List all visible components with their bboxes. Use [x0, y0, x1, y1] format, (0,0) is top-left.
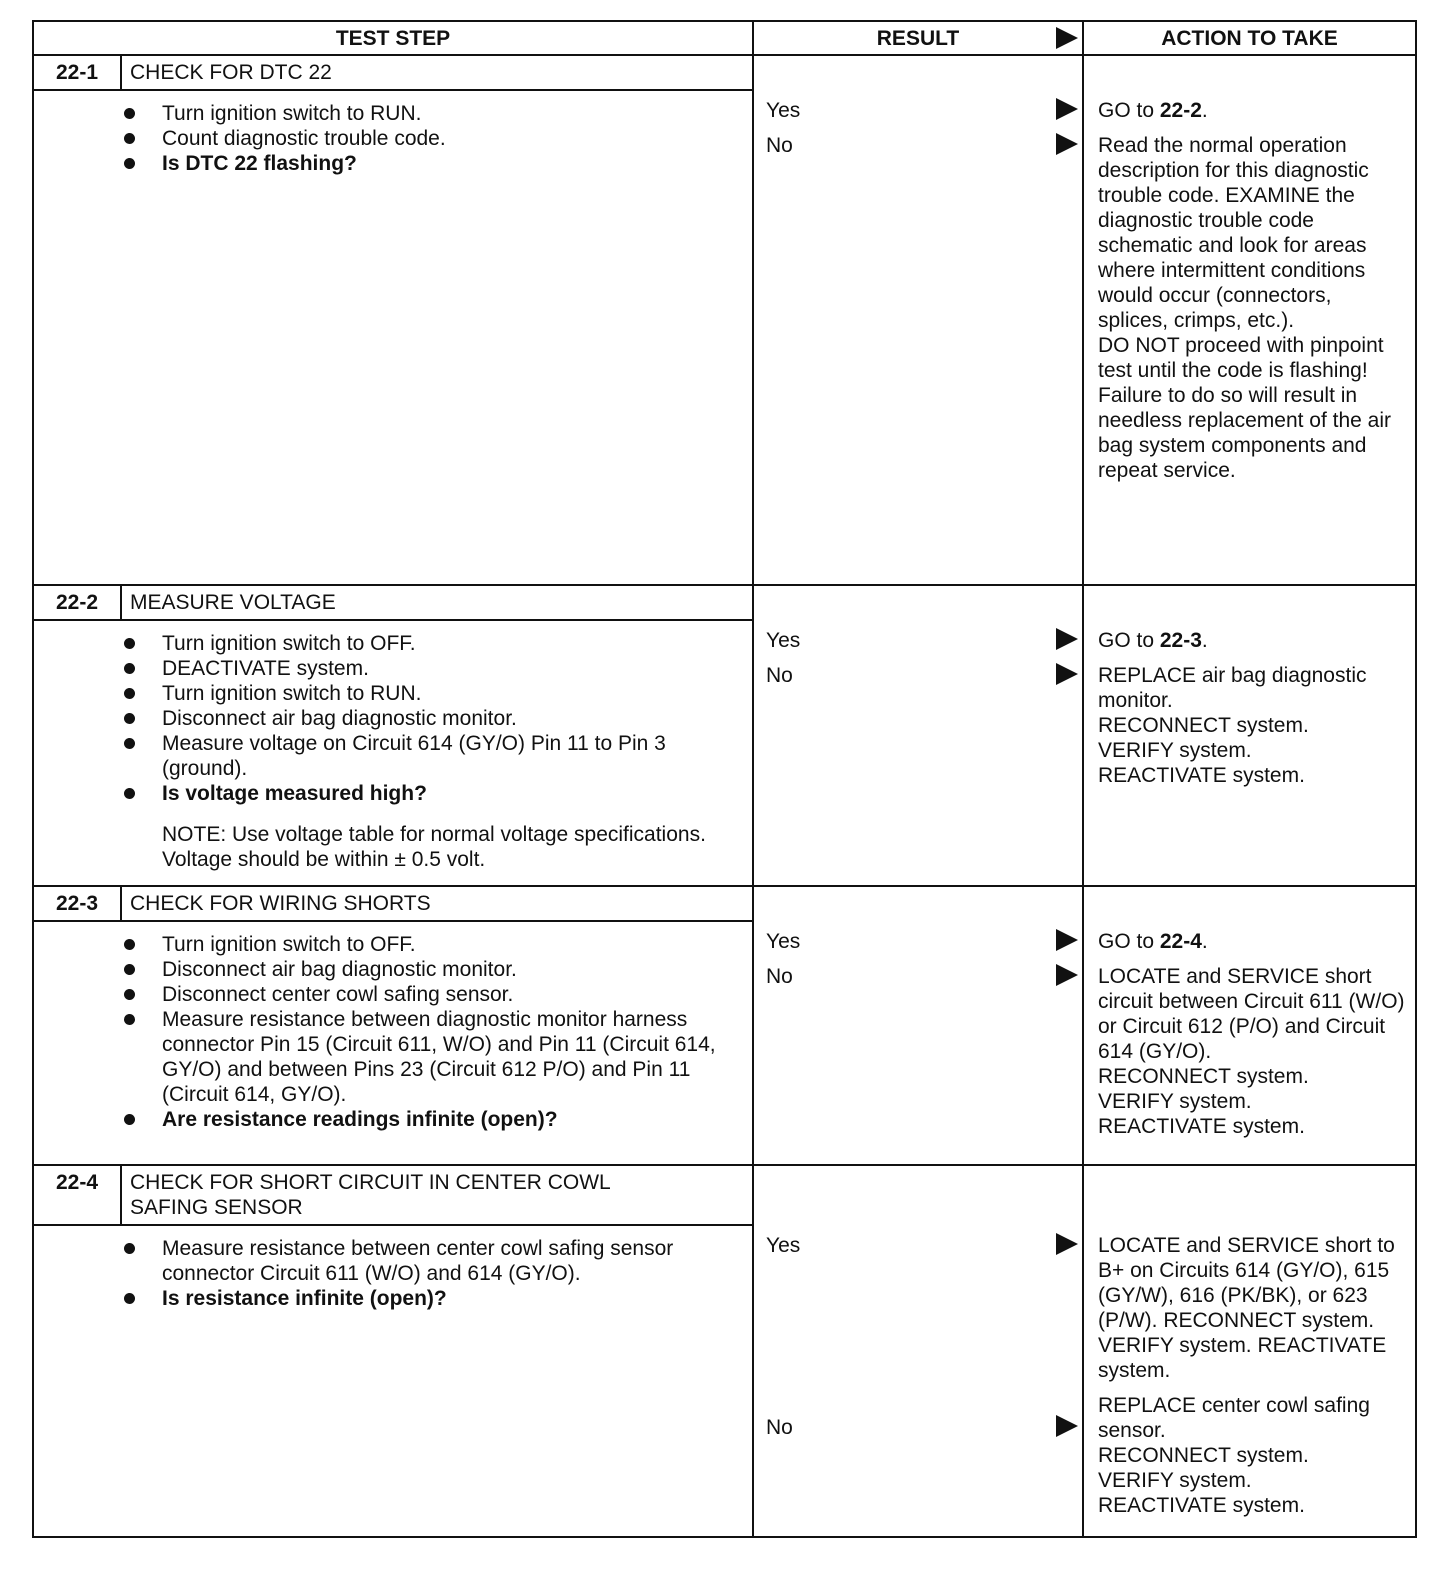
result-yes	[754, 929, 1082, 954]
action-no-warning: DO NOT proceed with pinpoint test until the code is flashing!	[1098, 334, 1384, 382]
action-text	[1084, 929, 1415, 1139]
list-item: Turn ignition switch to OFF.	[124, 932, 732, 957]
step-title: CHECK FOR DTC 22	[130, 61, 332, 84]
test-step-cell	[33, 1165, 753, 1537]
list-item: Disconnect center cowl safing sensor.	[124, 982, 732, 1007]
result-yes	[754, 628, 1082, 653]
result-no	[754, 1415, 1082, 1440]
step-header	[34, 56, 752, 91]
result-label: No	[766, 965, 793, 988]
table-row	[33, 886, 1416, 1165]
table-row	[33, 585, 1416, 886]
list-item: Measure resistance between diagnostic monitor harness connector Pin 15 (Circuit 611, W/O) and Pin 11 (Circuit 614, GY/O) and between Pins 23 (Circuit 612 P/O) and Pin 11 (Circuit 614, GY/O).	[124, 1007, 732, 1107]
arrow-right-icon	[1056, 628, 1078, 650]
step-number: 22-3	[34, 887, 122, 920]
action-no: REPLACE air bag diagnostic monitor.	[1098, 664, 1367, 712]
action-no: LOCATE and SERVICE short circuit between Circuit 611 (W/O) or Circuit 612 (P/O) and Circuit 614 (GY/O).	[1098, 965, 1405, 1063]
step-number: 22-2	[34, 586, 122, 619]
step-question: Is resistance infinite (open)?	[124, 1286, 732, 1311]
list-item: DEACTIVATE system.	[124, 656, 732, 681]
arrow-right-icon	[1056, 27, 1078, 49]
arrow-right-icon	[1056, 1233, 1078, 1255]
list-item: Measure voltage on Circuit 614 (GY/O) Pin 11 to Pin 3 (ground).	[124, 731, 732, 781]
result-header	[753, 21, 1083, 55]
action-yes: GO to 22-2.	[1098, 99, 1208, 122]
step-instructions	[124, 1236, 732, 1311]
list-item: Turn ignition switch to RUN.	[124, 681, 732, 706]
list-item: Turn ignition switch to RUN.	[124, 101, 732, 126]
arrow-right-icon	[1056, 964, 1078, 986]
action-no-reconnect: RECONNECT system.	[1098, 714, 1309, 737]
result-yes	[754, 1233, 1082, 1258]
result-yes	[754, 98, 1082, 123]
step-header	[34, 1166, 752, 1226]
step-title: CHECK FOR SHORT CIRCUIT IN CENTER COWL SAFING SENSOR	[130, 1171, 610, 1219]
step-header	[34, 887, 752, 922]
action-no-note: Failure to do so will result in needless replacement of the air bag system components and repeat service.	[1098, 384, 1392, 482]
step-number: 22-1	[34, 56, 122, 89]
action-no: REPLACE center cowl safing sensor.	[1098, 1394, 1370, 1442]
result-cell	[753, 585, 1083, 886]
step-note: NOTE: Use voltage table for normal voltage specifications. Voltage should be within ± 0.5 volt.	[162, 823, 706, 871]
action-yes: GO to 22-4.	[1098, 930, 1208, 953]
action-text	[1084, 98, 1415, 483]
action-header: ACTION TO TAKE	[1083, 21, 1416, 55]
diagnostic-page	[32, 20, 1415, 1570]
action-cell	[1083, 55, 1416, 585]
table-header-row	[33, 21, 1416, 55]
table-row	[33, 1165, 1416, 1537]
test-step-cell	[33, 886, 753, 1165]
table-row	[33, 55, 1416, 585]
result-label: No	[766, 1416, 793, 1439]
step-question: Is DTC 22 flashing?	[124, 151, 732, 176]
result-label: Yes	[766, 99, 801, 122]
result-label: Yes	[766, 629, 801, 652]
step-question: Is voltage measured high?	[124, 781, 732, 806]
arrow-right-icon	[1056, 663, 1078, 685]
list-item: Disconnect air bag diagnostic monitor.	[124, 706, 732, 731]
action-no-verify: VERIFY system.	[1098, 739, 1252, 762]
result-no	[754, 663, 1082, 688]
action-cell	[1083, 585, 1416, 886]
action-yes: GO to 22-3.	[1098, 629, 1208, 652]
arrow-right-icon	[1056, 133, 1078, 155]
result-no	[754, 964, 1082, 989]
action-no-reconnect: RECONNECT system.	[1098, 1444, 1309, 1467]
action-no-reactivate: REACTIVATE system.	[1098, 1115, 1305, 1138]
step-instructions	[124, 101, 732, 176]
step-title: MEASURE VOLTAGE	[130, 591, 336, 614]
action-no: Read the normal operation description for this diagnostic trouble code. EXAMINE the diagnostic trouble code schematic and look for areas where intermittent conditions would occur (connectors, splices, crimps, etc.).	[1098, 134, 1369, 332]
result-label: No	[766, 664, 793, 687]
action-no-reactivate: REACTIVATE system.	[1098, 1494, 1305, 1517]
arrow-right-icon	[1056, 98, 1078, 120]
action-yes: LOCATE and SERVICE short to B+ on Circuits 614 (GY/O), 615 (GY/W), 616 (PK/BK), or 623 (P/W). RECONNECT system. VERIFY system. REACTIVATE system.	[1098, 1234, 1395, 1382]
test-step-cell	[33, 585, 753, 886]
step-instructions	[124, 631, 732, 806]
result-header-label: RESULT	[876, 26, 960, 50]
result-cell	[753, 1165, 1083, 1537]
step-title: CHECK FOR WIRING SHORTS	[130, 892, 431, 915]
pinpoint-test-table	[32, 20, 1417, 1538]
result-label: No	[766, 134, 793, 157]
action-cell	[1083, 1165, 1416, 1537]
arrow-right-icon	[1056, 1415, 1078, 1437]
action-text	[1084, 628, 1415, 788]
list-item: Count diagnostic trouble code.	[124, 126, 732, 151]
action-no-verify: VERIFY system.	[1098, 1090, 1252, 1113]
result-cell	[753, 55, 1083, 585]
result-label: Yes	[766, 1234, 801, 1257]
action-no-reactivate: REACTIVATE system.	[1098, 764, 1305, 787]
result-no	[754, 133, 1082, 158]
action-no-reconnect: RECONNECT system.	[1098, 1065, 1309, 1088]
action-cell	[1083, 886, 1416, 1165]
list-item: Measure resistance between center cowl safing sensor connector Circuit 611 (W/O) and 614 (GY/O).	[124, 1236, 732, 1286]
action-text	[1084, 1233, 1415, 1518]
test-step-header: TEST STEP	[33, 21, 753, 55]
step-header	[34, 586, 752, 621]
arrow-right-icon	[1056, 929, 1078, 951]
step-instructions	[124, 932, 732, 1132]
result-cell	[753, 886, 1083, 1165]
result-label: Yes	[766, 930, 801, 953]
list-item: Disconnect air bag diagnostic monitor.	[124, 957, 732, 982]
test-step-cell	[33, 55, 753, 585]
list-item: Turn ignition switch to OFF.	[124, 631, 732, 656]
step-question: Are resistance readings infinite (open)?	[124, 1107, 732, 1132]
step-number: 22-4	[34, 1166, 122, 1224]
action-no-verify: VERIFY system.	[1098, 1469, 1252, 1492]
